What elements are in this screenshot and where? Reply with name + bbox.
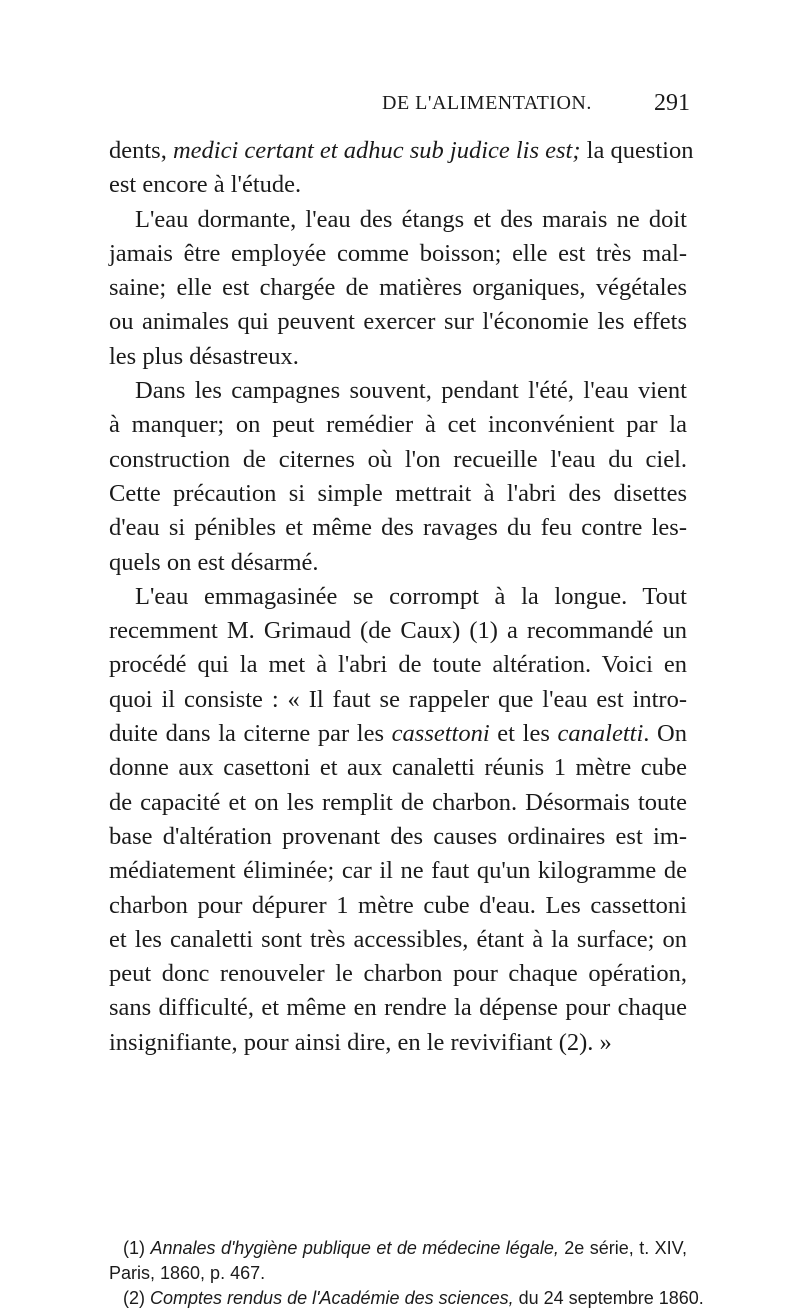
footnote-2: (2) Comptes rendus de l'Académie des sciences, du 24 septembre 1860. xyxy=(123,1288,704,1308)
text-line: peut donc renouveler le charbon pour chaque opération, xyxy=(109,960,687,988)
text-line: ou animales qui peuvent exercer sur l'économie les effets xyxy=(109,308,687,336)
page-header xyxy=(110,92,690,128)
text-line: est encore à l'étude. xyxy=(109,171,302,199)
text-line: et les canaletti sont très accessibles, étant à la surface; on xyxy=(109,925,687,953)
text-line: charbon pour dépurer 1 mètre cube d'eau. Les cassettoni xyxy=(109,891,687,919)
text-line: quels on est désarmé. xyxy=(109,548,319,576)
footnote-1-continued: Paris, 1860, p. 467. xyxy=(109,1263,266,1283)
text-line: d'eau si pénibles et même des ravages du feu contre les- xyxy=(109,514,687,542)
citation-title: Comptes rendus de l'Académie des sciences, xyxy=(150,1288,514,1308)
text-line: duite dans la citerne par les cassettoni et les canaletti. On xyxy=(109,720,687,748)
text-line: dents, medici certant et adhuc sub judice lis est; la question xyxy=(109,137,694,164)
body-text xyxy=(109,134,694,1060)
text-line: construction de citernes où l'on recueille l'eau du ciel. xyxy=(109,445,687,473)
text-line: de capacité et on les remplit de charbon. Désormais toute xyxy=(109,788,687,816)
italic-term: canaletti xyxy=(557,720,644,748)
footnotes xyxy=(109,1236,704,1311)
text-line: donne aux casettoni et aux canaletti réunis 1 mètre cube xyxy=(109,754,687,782)
text-line: saine; elle est chargée de matières organiques, végétales xyxy=(109,274,687,302)
text-line: médiatement éliminée; car il ne faut qu'un kilogramme de xyxy=(109,857,687,885)
text-line: Dans les campagnes souvent, pendant l'été, l'eau vient xyxy=(135,377,687,405)
text-line: sans difficulté, et même en rendre la dépense pour chaque xyxy=(109,994,687,1022)
text-line: L'eau dormante, l'eau des étangs et des marais ne doit xyxy=(135,205,687,233)
italic-term: cassettoni xyxy=(391,720,490,748)
citation-title: Annales d'hygiène publique et de médecine légale, xyxy=(150,1238,559,1258)
text-line: recemment M. Grimaud (de Caux) (1) a recommandé un xyxy=(109,617,687,645)
text-line: à manquer; on peut remédier à cet inconvénient par la xyxy=(109,411,687,439)
text-line: les plus désastreux. xyxy=(109,342,299,370)
text-line: L'eau emmagasinée se corrompt à la longue. Tout xyxy=(135,582,687,610)
text-line: quoi il consiste : « Il faut se rappeler que l'eau est intro- xyxy=(109,685,687,713)
text-line: procédé qui la met à l'abri de toute altération. Voici en xyxy=(109,651,687,679)
text-line: insignifiante, pour ainsi dire, en le revivifiant (2). » xyxy=(109,1028,612,1056)
text-line: Cette précaution si simple mettrait à l'abri des disettes xyxy=(109,479,687,507)
footnote-1: (1) Annales d'hygiène publique et de médecine légale, 2e série, t. XIV, xyxy=(123,1238,688,1258)
page-number: 291 xyxy=(654,90,690,116)
text-line: jamais être employée comme boisson; elle est très mal- xyxy=(109,239,687,267)
running-title: DE L'ALIMENTATION. xyxy=(382,92,592,114)
text-line: base d'altération provenant des causes ordinaires est im- xyxy=(109,822,687,850)
latin-quotation: medici certant et adhuc sub judice lis est; xyxy=(172,137,581,164)
